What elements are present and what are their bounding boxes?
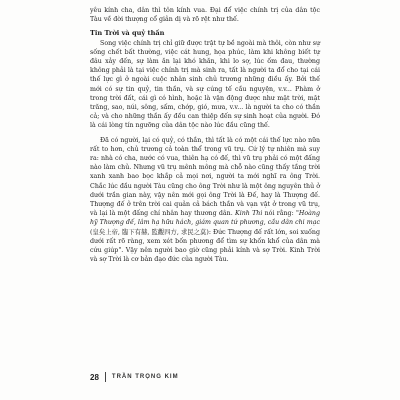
page-body — [90, 6, 320, 264]
classical-quote: "Hoàng hỹ Thượng đế, lâm hạ hữu hách, giám quan tứ phương, cầu dân chi mạc — [90, 210, 320, 227]
paragraph-heaven-part-c: : Đức Thượng đế rất lớn, soi xuống dưới rất rõ ràng, xem xét bốn phương để tìm sự khốn khổ của dân mà cứu giúp". Vậy nên người bao giờ cũng phải kính và sợ Trời. Kinh Trời và sợ Trời là cơ bản đạo đức của người Tàu. — [90, 228, 320, 264]
paragraph-intro: yêu kính cha, dân thì tôn kính vua. Đại để việc chính trị của dân tộc Tàu về đời thượng cổ giản dị và rõ rệt như thế. — [90, 7, 320, 24]
paragraph-heaven-part-a: Đã có người, lại có quỷ, có thần, thì tất là có một cái thế lực nào nữa rất to hơn, chủ trương cả toàn thể trong vũ trụ. Cứ lý tự nhiên mà suy ra: nhà có cha, nước có vua, thiên hạ có đế, thì vũ trụ phải có một đấng nào làm chủ. Nhưng vũ trụ mênh mông mà chỗ nào cũng thấy tầng trời xanh xanh bao bọc khắp cả mọi nơi, người ta mới nghĩ ra ông Trời. Chắc lúc đầu người Tàu cũng cho ông Trời như là một ông nguyên thủ ở dưới trần gian này, vậy nên mới gọi ông Trời là Đế, hay là Thượng đế. Thượng đế ở trên trời cai quản cả bách thần và vạn vật ở trong vũ trụ, và lại là một đấng chí nhân hay thương dân. — [90, 136, 320, 218]
paragraph-heaven — [90, 136, 320, 265]
author-name: TRẦN TRỌNG KIM — [111, 374, 179, 380]
section-heading: Tin Trời và quỷ thần — [90, 29, 165, 38]
book-title-kinh-thi: Kinh Thi — [234, 210, 263, 218]
paragraph-belief: Song việc chính trị chỉ giữ được trật tự bề ngoài mà thôi, còn như sự sống chết bất thường, việc cát hung, họa phúc, làm khi không biết tự đâu xảy đến, sự làm ăn lại khó khăn, khi lo sợ, lúc ốm đau, thường không phải là tại việc chính trị mà sinh ra, tất là người ta đổ cho tại cái thế lực gì ở ngoài cuộc nhân sinh chủ trương những điều ấy. Bởi thế mới có sự tin quỷ, tin thần, và sự cúng tế cầu nguyện, v.v... Phàm ở trong trời đất, cái gì có hình, hoặc là vận động được như mặt trời, mặt trăng, sao, núi, sông, sấm, chớp, gió, mưa, v.v... là người ta cho có thần cả; và cho những thần ấy đều can thiệp đến sự sinh hoạt của người. Đó là cái lòng tín ngưỡng của dân tộc nào lúc đầu cũng thế. — [90, 39, 320, 130]
paragraph-heaven-part-b: nói rằng: — [262, 210, 296, 218]
page-number: 28 — [90, 372, 99, 382]
footer-divider — [105, 372, 106, 382]
chinese-characters: (皇矣上帝, 臨下有赫, 監觀四方, 求民之莫) — [90, 228, 209, 236]
page-footer — [90, 370, 320, 384]
